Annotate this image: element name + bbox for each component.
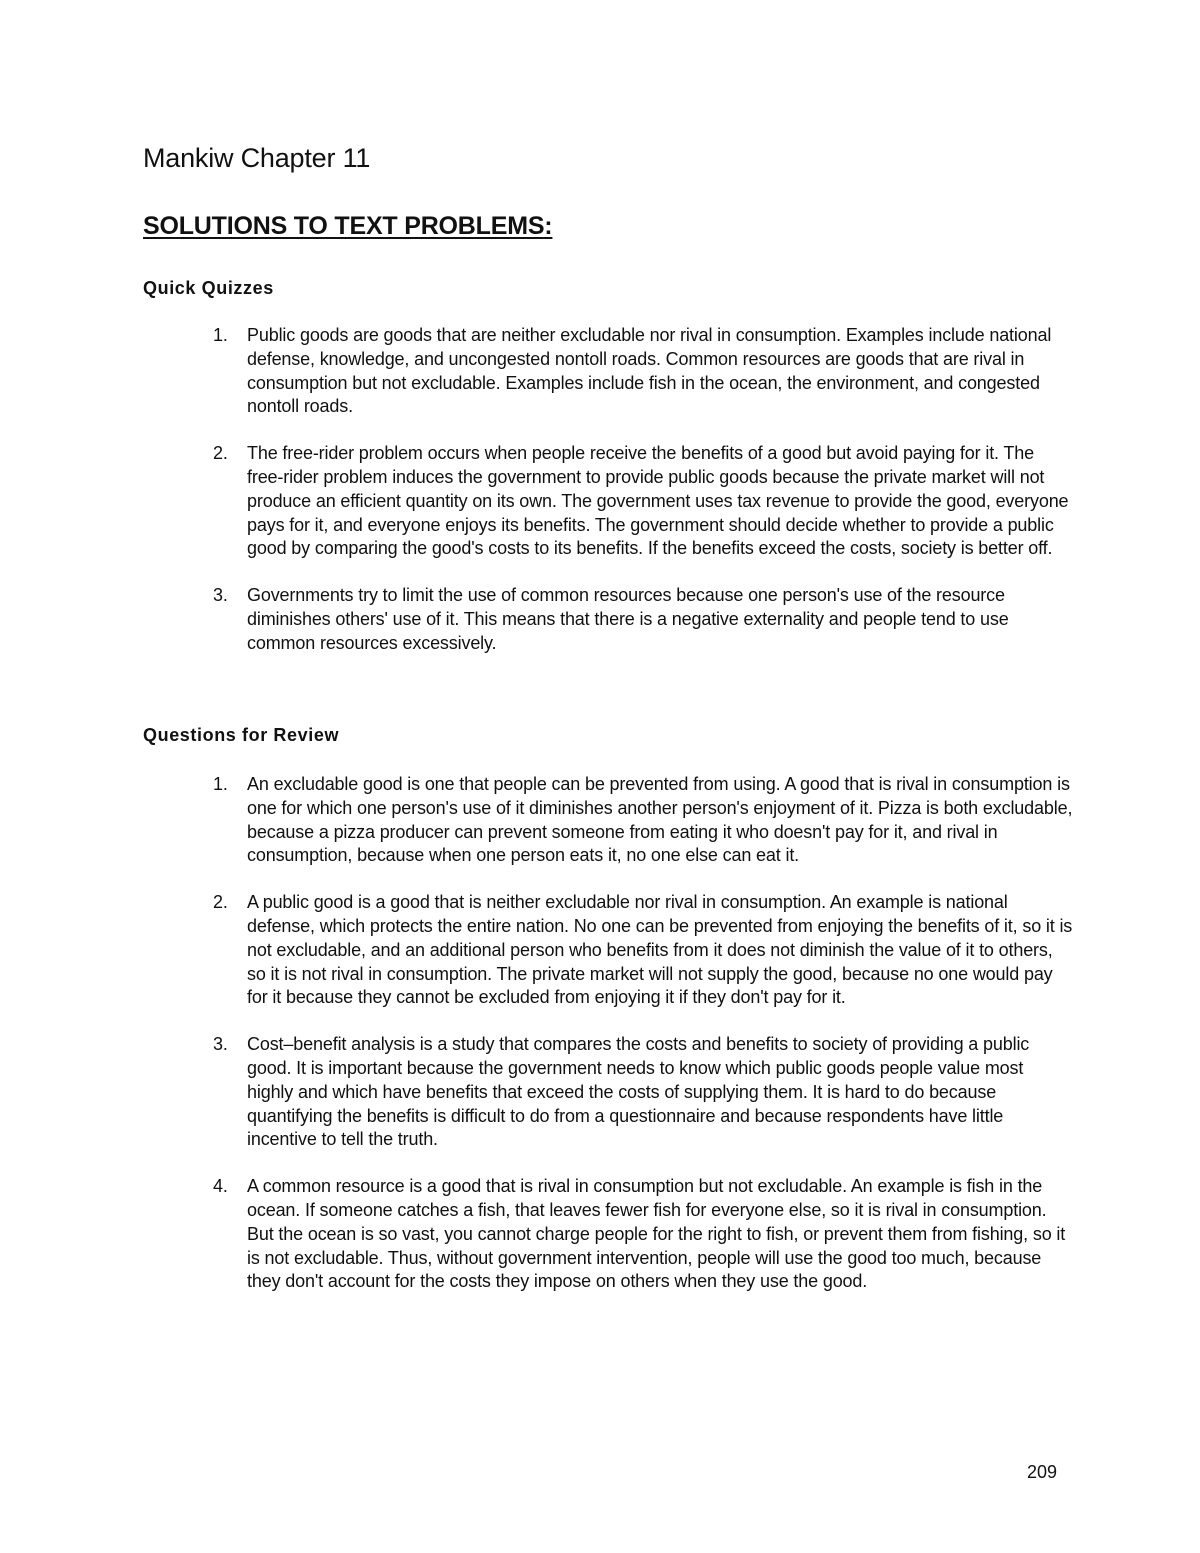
list-item-number: 2. — [213, 892, 228, 913]
list-item-text: A common resource is a good that is rival in consumption but not excludable. An example is fish in the ocean. If someone catches a fish, that leaves fewer fish for everyone else, so it is rival in consumption. But the ocean is so vast, you cannot charge people for the right to fish, or prevent them from fishing, so it is not excludable. Thus, without government intervention, people will use the good too much, because they don't account for the costs they impose on others when they use the good. — [247, 1176, 1066, 1292]
list-item-text: Public goods are goods that are neither excludable nor rival in consumption. Examples include national defense, knowledge, and uncongested nontoll roads. Common resources are goods that are rival in consumption but not excludable. Examples include fish in the ocean, the environment, and congested nontoll roads. — [247, 325, 1052, 417]
list-item-number: 1. — [213, 325, 228, 345]
list-item-text: A public good is a good that is neither excludable nor rival in consumption. An example is national defense, which protects the entire nation. No one can be prevented from enjoying the benefits of it, so it is not excludable, and an additional person who benefits from it does not diminish the value of it to others, so it is not rival in consumption. The private market will not supply the good, because no one would pay for it because they cannot be excluded from enjoying it if they don't pay for it. — [247, 892, 1073, 1008]
page-number: 209 — [1026, 1462, 1057, 1482]
list-item — [143, 1033, 1073, 1152]
questions-for-review-list — [143, 773, 1073, 1317]
list-item — [143, 584, 1073, 655]
list-item-text: Cost–benefit analysis is a study that compares the costs and benefits to society of providing a public good. It is important because the government needs to know which public goods people value most highly and which have benefits that exceed the costs of supplying them. It is hard to do because quantifying the benefits is difficult to do from a questionnaire and because respondents have little incentive to tell the truth. — [247, 1034, 1030, 1150]
list-item-number: 4. — [213, 1176, 228, 1197]
list-item-number: 3. — [213, 1034, 228, 1055]
list-item — [143, 324, 1073, 419]
list-item-text: Governments try to limit the use of common resources because one person's use of the resource diminishes others' use of it. This means that there is a negative externality and people tend to use common resources excessively. — [247, 585, 1009, 653]
list-item-number: 1. — [213, 774, 228, 794]
list-item — [143, 442, 1073, 561]
list-item-number: 3. — [213, 585, 228, 606]
document-title: Mankiw Chapter 11 — [143, 143, 371, 173]
quick-quizzes-heading: Quick Quizzes — [143, 278, 274, 298]
questions-for-review-heading: Questions for Review — [143, 725, 340, 745]
list-item — [143, 1175, 1073, 1294]
list-item-number: 2. — [213, 443, 228, 464]
quick-quizzes-list — [143, 324, 1073, 679]
list-item-text: The free-rider problem occurs when people receive the benefits of a good but avoid paying for it. The free-rider problem induces the government to provide public goods because the private market will not produce an efficient quantity on its own. The government uses tax revenue to provide the good, everyone pays for it, and everyone enjoys its benefits. The government should decide whether to provide a public good by comparing the good's costs to its benefits. If the benefits exceed the costs, society is better off. — [247, 443, 1069, 559]
document-subtitle: SOLUTIONS TO TEXT PROBLEMS: — [143, 212, 553, 240]
list-item — [143, 773, 1073, 868]
list-item-text: An excludable good is one that people can be prevented from using. A good that is rival in consumption is one for which one person's use of it diminishes another person's enjoyment of it. Pizza is both excludable, because a pizza producer can prevent someone from eating it who doesn't pay for it, and rival in consumption, because when one person eats it, no one else can eat it. — [247, 774, 1073, 866]
list-item — [143, 891, 1073, 1010]
